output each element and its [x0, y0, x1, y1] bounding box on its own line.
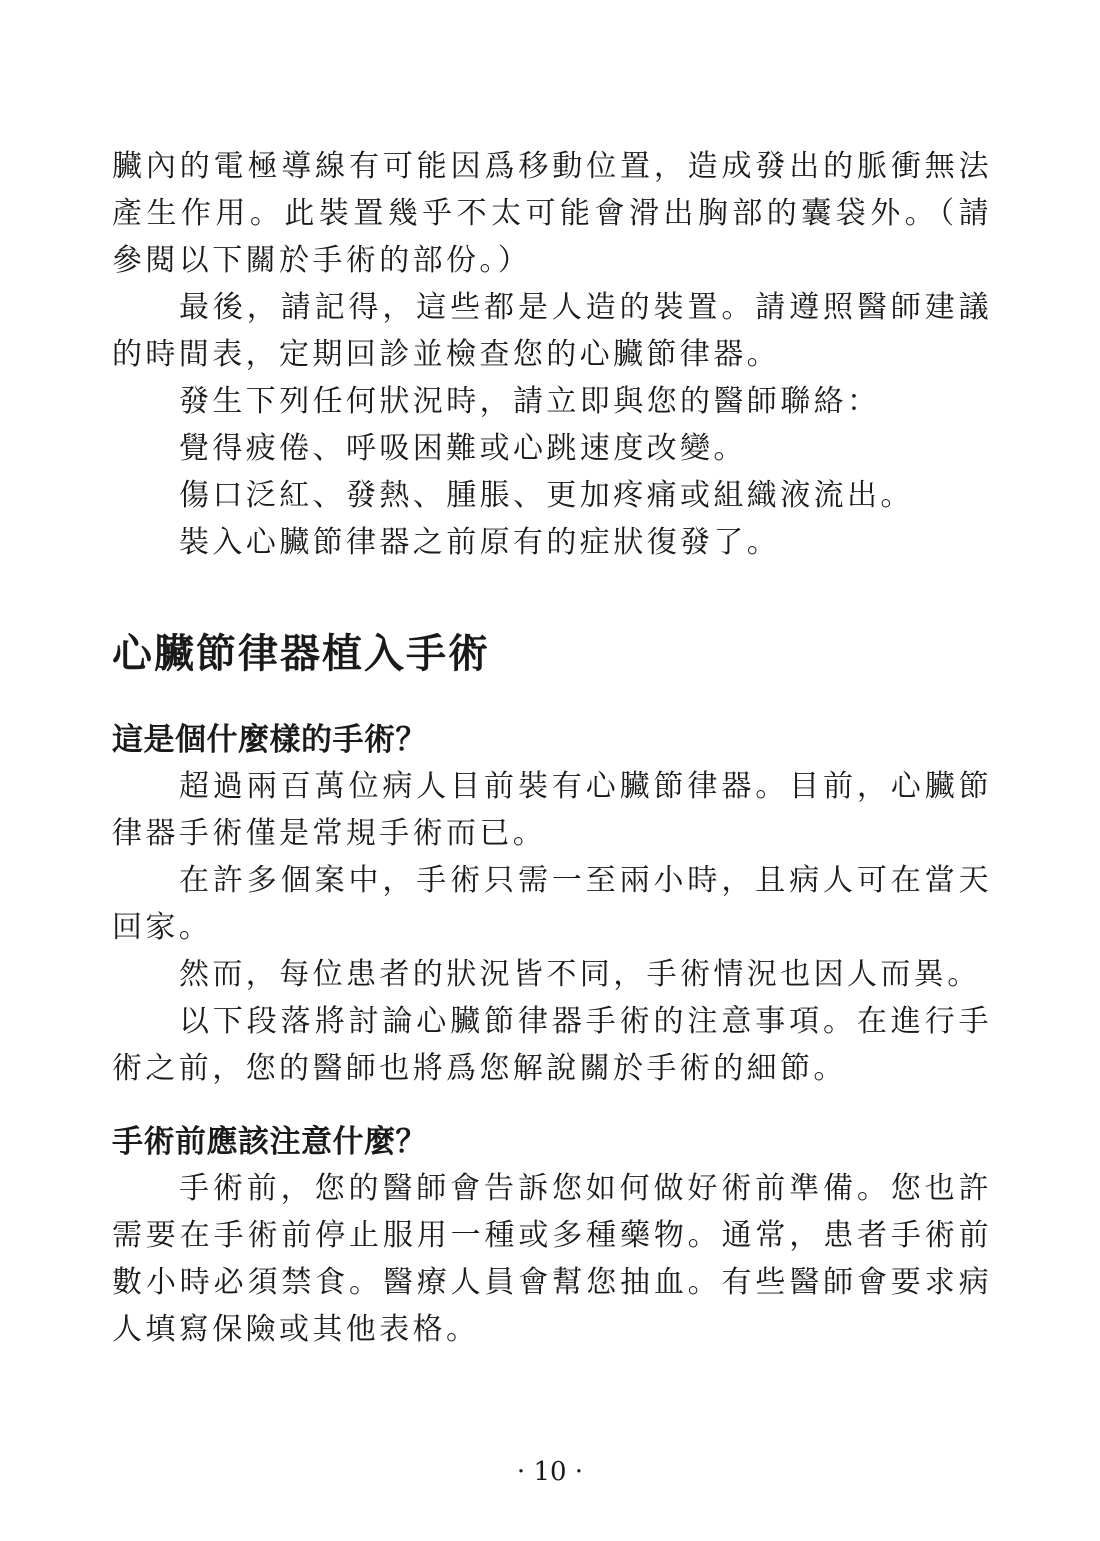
- list-item: 覺得疲倦、呼吸困難或心跳速度改變。: [179, 431, 747, 466]
- page-number: · 10 ·: [516, 1457, 584, 1487]
- paragraph: 發生下列任何狀況時，請立即與您的醫師聯絡：: [179, 384, 881, 419]
- subsection-what-surgery: [112, 717, 992, 1092]
- paragraph: 最後，請記得，這些都是人造的裝置。請遵照醫師建議的時間表，定期回診並檢查您的心臟節律器。: [112, 290, 992, 372]
- list-item: 裝入心臟節律器之前原有的症狀復發了。: [179, 525, 781, 560]
- subsection-heading: 手術前應該注意什麼？: [112, 1124, 427, 1160]
- list-item: 傷口泛紅、發熱、腫脹、更加疼痛或組織液流出。: [179, 478, 914, 513]
- subsection-heading: 這是個什麼樣的手術？: [112, 722, 427, 758]
- paragraph: 手術前，您的醫師會告訴您如何做好術前準備。您也許需要在手術前停止服用一種或多種藥物。通常，患者手術前數小時必須禁食。醫療人員會幫您抽血。有些醫師會要求病人填寫保險或其他表格。: [112, 1171, 992, 1347]
- paragraph: 在許多個案中，手術只需一至兩小時，且病人可在當天回家。: [112, 863, 992, 945]
- paragraph: 超過兩百萬位病人目前裝有心臟節律器。目前，心臟節律器手術僅是常規手術而已。: [112, 769, 992, 851]
- subsection-before-surgery: [112, 1119, 992, 1353]
- paragraph: 臟內的電極導線有可能因爲移動位置，造成發出的脈衝無法產生作用。此裝置幾乎不太可能會滑出胸部的囊袋外。（請參閱以下關於手術的部份。）: [112, 149, 992, 278]
- paragraph: 然而，每位患者的狀況皆不同，手術情況也因人而異。: [179, 957, 981, 992]
- paragraph: 以下段落將討論心臟節律器手術的注意事項。在進行手術之前，您的醫師也將爲您解說關於手術的細節。: [112, 1004, 992, 1086]
- section-title: 心臟節律器植入手術: [112, 631, 490, 677]
- continuation-text: [112, 143, 992, 566]
